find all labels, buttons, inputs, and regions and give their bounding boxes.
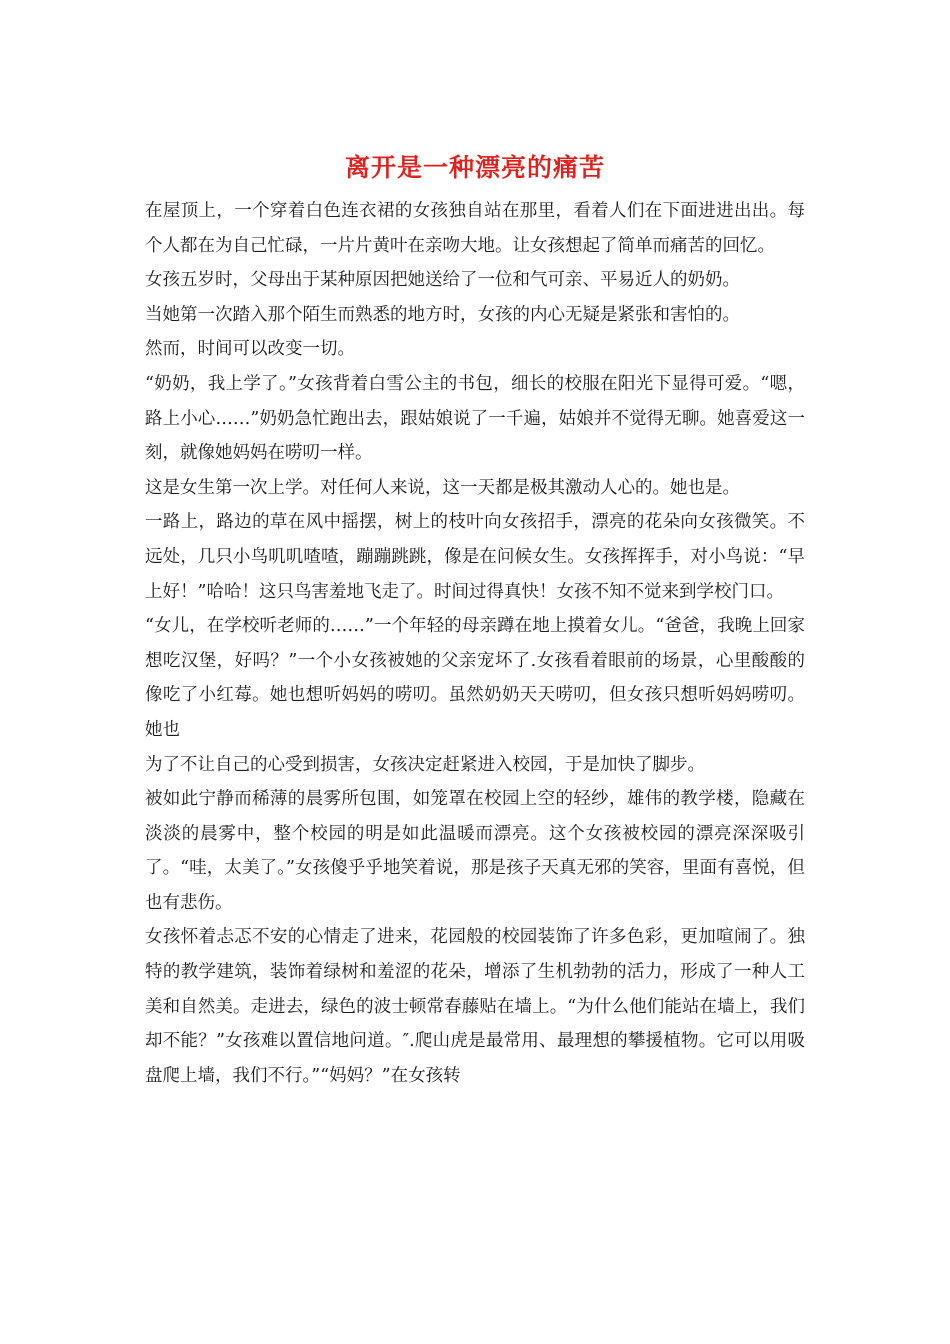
document-title: 离开是一种漂亮的痛苦 bbox=[344, 153, 605, 182]
paragraph: 为了不让自己的心受到损害，女孩决定赶紧进入校园，于是加快了脚步。 bbox=[145, 754, 705, 775]
document-body bbox=[145, 194, 805, 1093]
paragraph: 然而，时间可以改变一切。 bbox=[145, 339, 355, 360]
paragraph: 女孩五岁时，父母出于某种原因把她送给了一位和气可亲、平易近人的奶奶。 bbox=[145, 270, 740, 291]
paragraph: 被如此宁静而稀薄的晨雾所包围，如笼罩在校园上空的轻纱，雄伟的教学楼，隐藏在淡淡的晨雾中，整个校园的明是如此温暖而漂亮。这个女孩被校园的漂亮深深吸引了。“哇，太美了。”女孩傻乎乎地笑着说，那是孩子天真无邪的笑容，里面有喜悦，但也有悲伤。 bbox=[145, 789, 805, 913]
paragraph: “奶奶，我上学了。”女孩背着白雪公主的书包，细长的校服在阳光下显得可爱。“嗯，路上小心……”奶奶急忙跑出去，跟姑娘说了一千遍，姑娘并不觉得无聊。她喜爱这一刻，就像她妈妈在唠叨一样。 bbox=[145, 373, 805, 464]
paragraph: 当她第一次踏入那个陌生而熟悉的地方时，女孩的内心无疑是紧张和害怕的。 bbox=[145, 304, 740, 325]
paragraph: “女儿，在学校听老师的……”一个年轻的母亲蹲在地上摸着女儿。“爸爸，我晚上回家想吃汉堡，好吗？”一个小女孩被她的父亲宠坏了.女孩看着眼前的场景，心里酸酸的像吃了小红莓。她也想听妈妈的唠叨。虽然奶奶天天唠叨，但女孩只想听妈妈唠叨。她也 bbox=[145, 616, 805, 740]
paragraph: 这是女生第一次上学。对任何人来说，这一天都是极其激动人心的。她也是。 bbox=[145, 477, 740, 498]
paragraph: 女孩怀着忐忑不安的心情走了进来，花园般的校园装饰了许多色彩，更加喧闹了。独特的教学建筑，装饰着绿树和羞涩的花朵，增添了生机勃勃的活力，形成了一种人工美和自然美。走进去，绿色的波士顿常春藤贴在墙上。“为什么他们能站在墙上，我们却不能？”女孩难以置信地问道。″.爬山虎是最常用、最理想的攀援植物。它可以用吸盘爬上墙，我们不行。”“妈妈？”在女孩转 bbox=[145, 927, 805, 1086]
paragraph: 在屋顶上，一个穿着白色连衣裙的女孩独自站在那里，看着人们在下面进进出出。每个人都在为自己忙碌，一片片黄叶在亲吻大地。让女孩想起了简单而痛苦的回忆。 bbox=[145, 201, 805, 256]
paragraph: 一路上，路边的草在风中摇摆，树上的枝叶向女孩招手，漂亮的花朵向女孩微笑。不远处，几只小鸟叽叽喳喳，蹦蹦跳跳，像是在问候女生。女孩挥挥手，对小鸟说：“早上好！”哈哈！这只鸟害羞地飞走了。时间过得真快！女孩不知不觉来到学校门口。 bbox=[145, 512, 805, 602]
